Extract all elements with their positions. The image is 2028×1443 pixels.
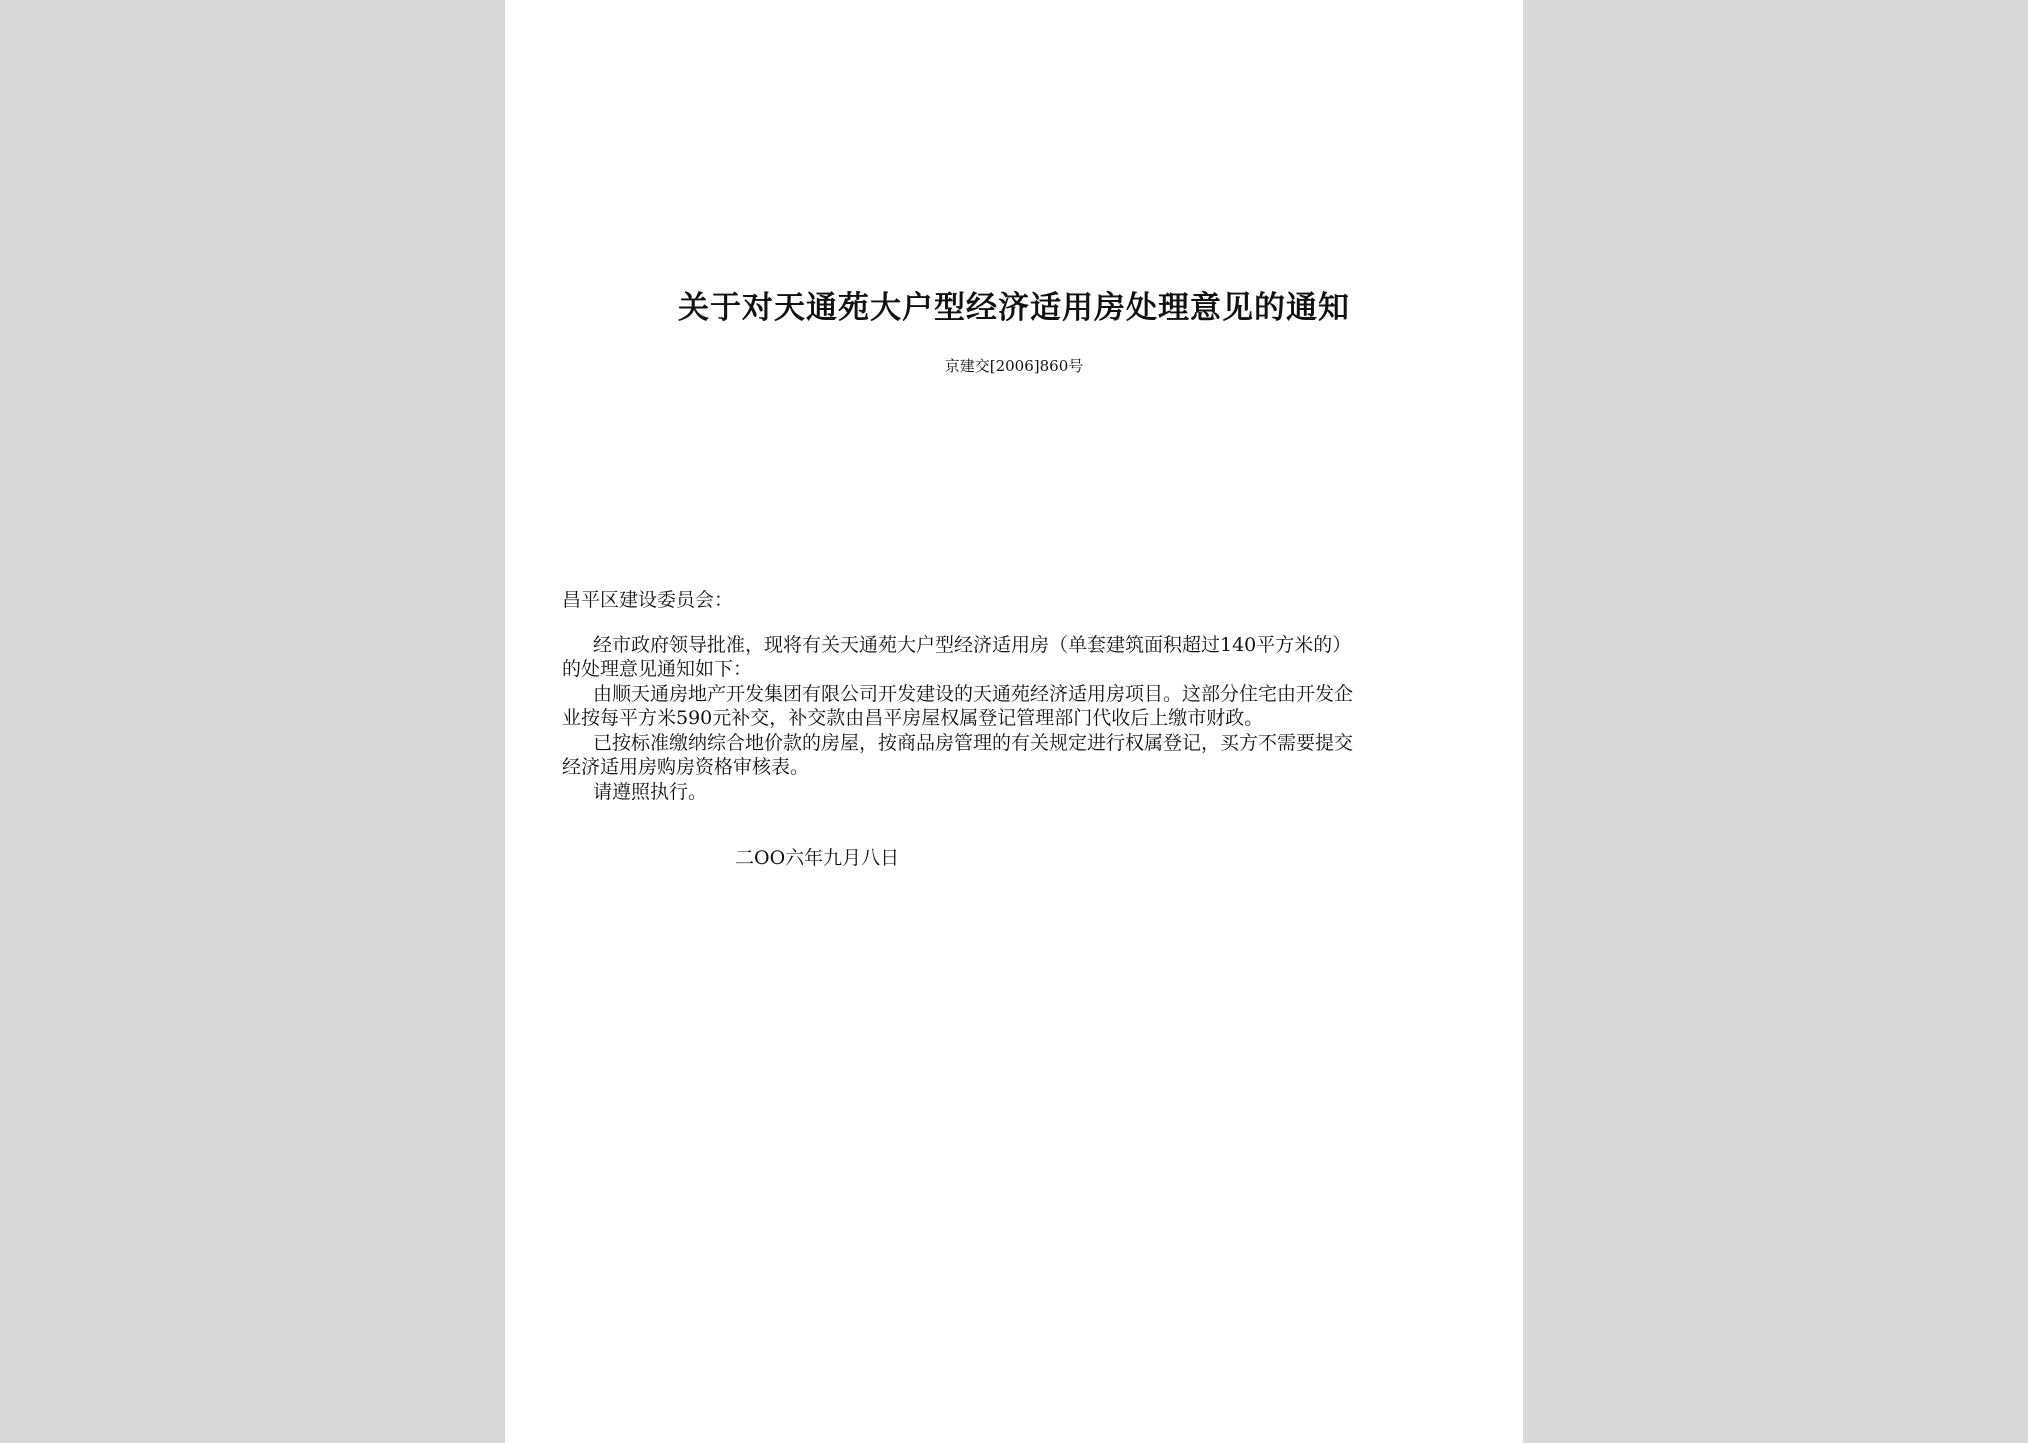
document-date: 二OO六年九月八日 <box>735 847 900 869</box>
document-page <box>505 0 1523 1443</box>
paragraph-3-line-1: 已按标准缴纳综合地价款的房屋，按商品房管理的有关规定进行权属登记，买方不需要提交 <box>593 732 1354 754</box>
document-title: 关于对天通苑大户型经济适用房处理意见的通知 <box>678 290 1350 326</box>
paragraph-1-line-1: 经市政府领导批准，现将有关天通苑大户型经济适用房（单套建筑面积超过140平方米的） <box>593 634 1352 656</box>
paragraph-2-line-1: 由顺天通房地产开发集团有限公司开发建设的天通苑经济适用房项目。这部分住宅由开发企 <box>593 683 1354 705</box>
document-number: 京建交[2006]860号 <box>944 357 1084 375</box>
paragraph-3-line-2: 经济适用房购房资格审核表。 <box>562 756 810 778</box>
salutation: 昌平区建设委员会： <box>562 589 734 611</box>
paragraph-2-line-2: 业按每平方米590元补交，补交款由昌平房屋权属登记管理部门代收后上缴市财政。 <box>562 707 1264 729</box>
paragraph-1-line-2: 的处理意见通知如下： <box>562 658 753 680</box>
paragraph-4: 请遵照执行。 <box>593 781 708 803</box>
